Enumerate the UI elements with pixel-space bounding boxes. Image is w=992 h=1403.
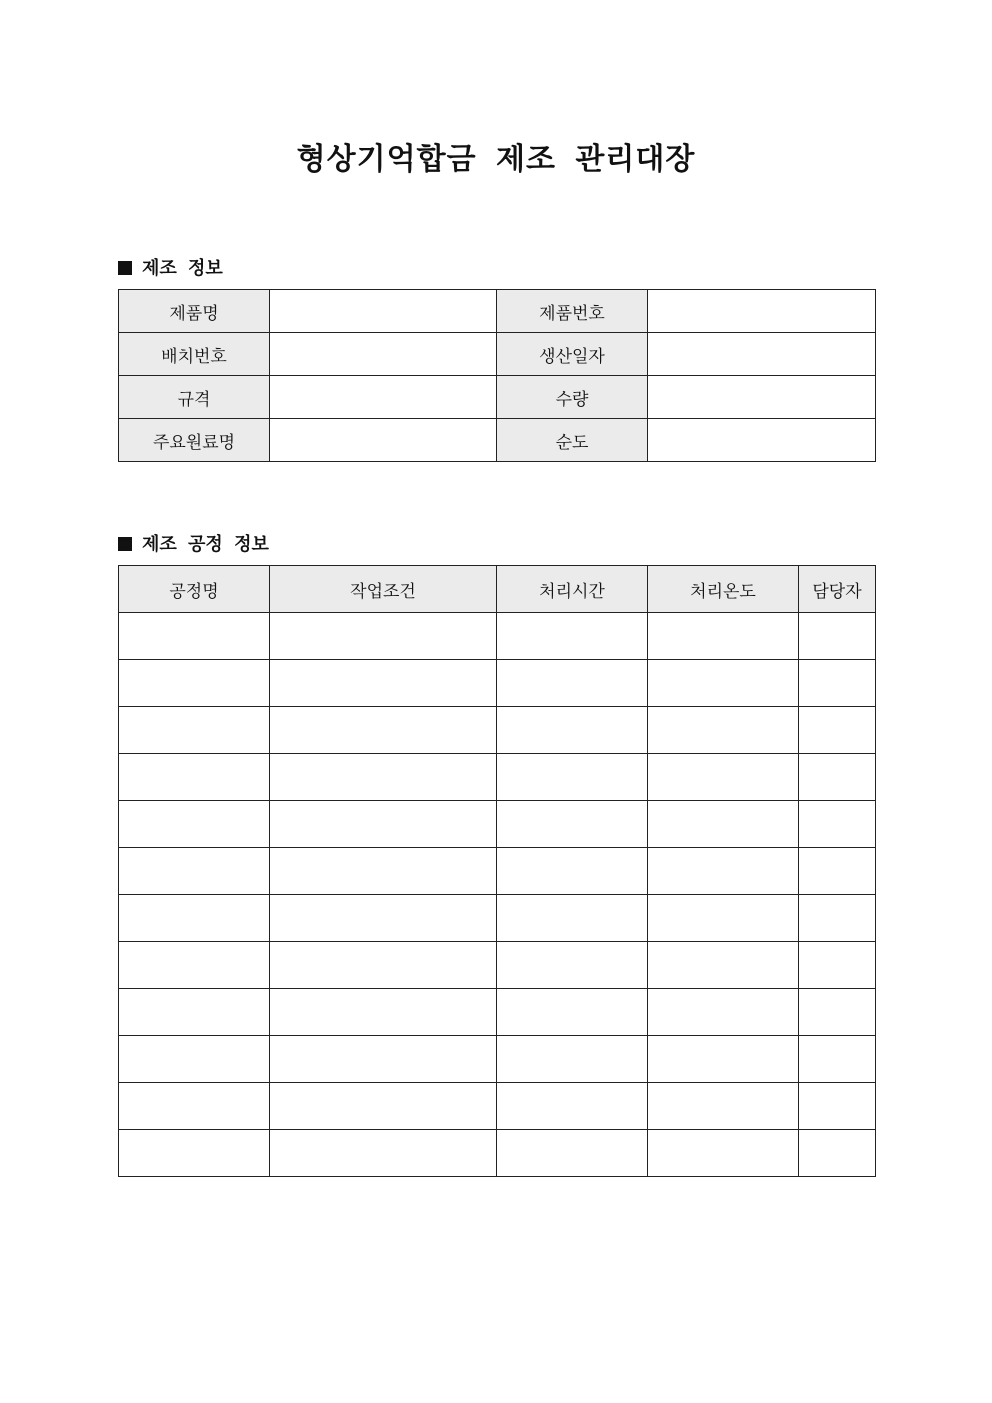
cell-processing-time[interactable] — [497, 754, 648, 801]
table-row — [119, 801, 876, 848]
column-header-process-name: 공정명 — [119, 566, 270, 613]
cell-processing-time[interactable] — [497, 989, 648, 1036]
section-heading-text: 제조 공정 정보 — [142, 534, 269, 555]
label-quantity: 수량 — [497, 376, 648, 419]
label-product-number: 제품번호 — [497, 290, 648, 333]
cell-process-name[interactable] — [119, 1130, 270, 1177]
cell-work-conditions[interactable] — [270, 801, 497, 848]
field-purity[interactable] — [648, 419, 876, 462]
label-specification: 규격 — [119, 376, 270, 419]
table-row — [119, 290, 876, 333]
cell-person-in-charge[interactable] — [799, 848, 876, 895]
cell-work-conditions[interactable] — [270, 1130, 497, 1177]
table-row — [119, 613, 876, 660]
field-product-number[interactable] — [648, 290, 876, 333]
field-batch-number[interactable] — [270, 333, 497, 376]
cell-processing-temperature[interactable] — [648, 895, 799, 942]
cell-process-name[interactable] — [119, 989, 270, 1036]
cell-process-name[interactable] — [119, 1083, 270, 1130]
cell-work-conditions[interactable] — [270, 895, 497, 942]
section-heading-process-info — [118, 530, 269, 556]
cell-processing-time[interactable] — [497, 660, 648, 707]
column-header-person-in-charge: 담당자 — [799, 566, 876, 613]
cell-processing-temperature[interactable] — [648, 1083, 799, 1130]
label-product-name: 제품명 — [119, 290, 270, 333]
cell-person-in-charge[interactable] — [799, 660, 876, 707]
section-heading-text: 제조 정보 — [142, 258, 223, 279]
table-row — [119, 707, 876, 754]
manufacturing-info-table — [118, 289, 876, 462]
cell-processing-time[interactable] — [497, 707, 648, 754]
cell-processing-temperature[interactable] — [648, 1130, 799, 1177]
column-header-work-conditions: 작업조건 — [270, 566, 497, 613]
table-row — [119, 848, 876, 895]
field-product-name[interactable] — [270, 290, 497, 333]
cell-person-in-charge[interactable] — [799, 942, 876, 989]
cell-processing-time[interactable] — [497, 1130, 648, 1177]
table-row — [119, 419, 876, 462]
cell-work-conditions[interactable] — [270, 660, 497, 707]
cell-processing-time[interactable] — [497, 801, 648, 848]
label-purity: 순도 — [497, 419, 648, 462]
cell-processing-temperature[interactable] — [648, 613, 799, 660]
process-info-table — [118, 565, 876, 1177]
field-quantity[interactable] — [648, 376, 876, 419]
field-specification[interactable] — [270, 376, 497, 419]
square-bullet-icon — [118, 261, 132, 275]
cell-person-in-charge[interactable] — [799, 1083, 876, 1130]
cell-process-name[interactable] — [119, 801, 270, 848]
column-header-processing-temperature: 처리온도 — [648, 566, 799, 613]
label-main-material: 주요원료명 — [119, 419, 270, 462]
cell-process-name[interactable] — [119, 754, 270, 801]
document-title: 형상기억합금 제조 관리대장 — [296, 142, 696, 177]
cell-work-conditions[interactable] — [270, 1036, 497, 1083]
square-bullet-icon — [118, 537, 132, 551]
cell-work-conditions[interactable] — [270, 848, 497, 895]
cell-processing-time[interactable] — [497, 942, 648, 989]
cell-processing-temperature[interactable] — [648, 989, 799, 1036]
cell-work-conditions[interactable] — [270, 942, 497, 989]
cell-person-in-charge[interactable] — [799, 801, 876, 848]
table-row — [119, 660, 876, 707]
cell-process-name[interactable] — [119, 895, 270, 942]
label-batch-number: 배치번호 — [119, 333, 270, 376]
cell-person-in-charge[interactable] — [799, 613, 876, 660]
table-row — [119, 754, 876, 801]
cell-processing-temperature[interactable] — [648, 707, 799, 754]
table-row — [119, 1130, 876, 1177]
field-main-material[interactable] — [270, 419, 497, 462]
cell-processing-temperature[interactable] — [648, 1036, 799, 1083]
label-production-date: 생산일자 — [497, 333, 648, 376]
cell-processing-time[interactable] — [497, 1083, 648, 1130]
cell-work-conditions[interactable] — [270, 989, 497, 1036]
table-row — [119, 376, 876, 419]
cell-processing-temperature[interactable] — [648, 660, 799, 707]
cell-person-in-charge[interactable] — [799, 1036, 876, 1083]
table-row — [119, 1036, 876, 1083]
cell-process-name[interactable] — [119, 1036, 270, 1083]
table-row — [119, 333, 876, 376]
cell-process-name[interactable] — [119, 942, 270, 989]
cell-processing-temperature[interactable] — [648, 801, 799, 848]
cell-processing-temperature[interactable] — [648, 848, 799, 895]
cell-processing-time[interactable] — [497, 895, 648, 942]
table-row — [119, 989, 876, 1036]
section-heading-manufacturing-info — [118, 254, 223, 280]
cell-process-name[interactable] — [119, 707, 270, 754]
cell-work-conditions[interactable] — [270, 754, 497, 801]
cell-work-conditions[interactable] — [270, 613, 497, 660]
cell-process-name[interactable] — [119, 660, 270, 707]
cell-processing-temperature[interactable] — [648, 942, 799, 989]
cell-process-name[interactable] — [119, 848, 270, 895]
table-row — [119, 942, 876, 989]
cell-person-in-charge[interactable] — [799, 1130, 876, 1177]
field-production-date[interactable] — [648, 333, 876, 376]
cell-person-in-charge[interactable] — [799, 895, 876, 942]
table-header-row — [119, 566, 876, 613]
table-row — [119, 895, 876, 942]
cell-work-conditions[interactable] — [270, 1083, 497, 1130]
cell-person-in-charge[interactable] — [799, 989, 876, 1036]
cell-processing-time[interactable] — [497, 613, 648, 660]
table-row — [119, 1083, 876, 1130]
cell-processing-temperature[interactable] — [648, 754, 799, 801]
cell-work-conditions[interactable] — [270, 707, 497, 754]
cell-processing-time[interactable] — [497, 848, 648, 895]
cell-process-name[interactable] — [119, 613, 270, 660]
cell-person-in-charge[interactable] — [799, 754, 876, 801]
cell-processing-time[interactable] — [497, 1036, 648, 1083]
cell-person-in-charge[interactable] — [799, 707, 876, 754]
column-header-processing-time: 처리시간 — [497, 566, 648, 613]
